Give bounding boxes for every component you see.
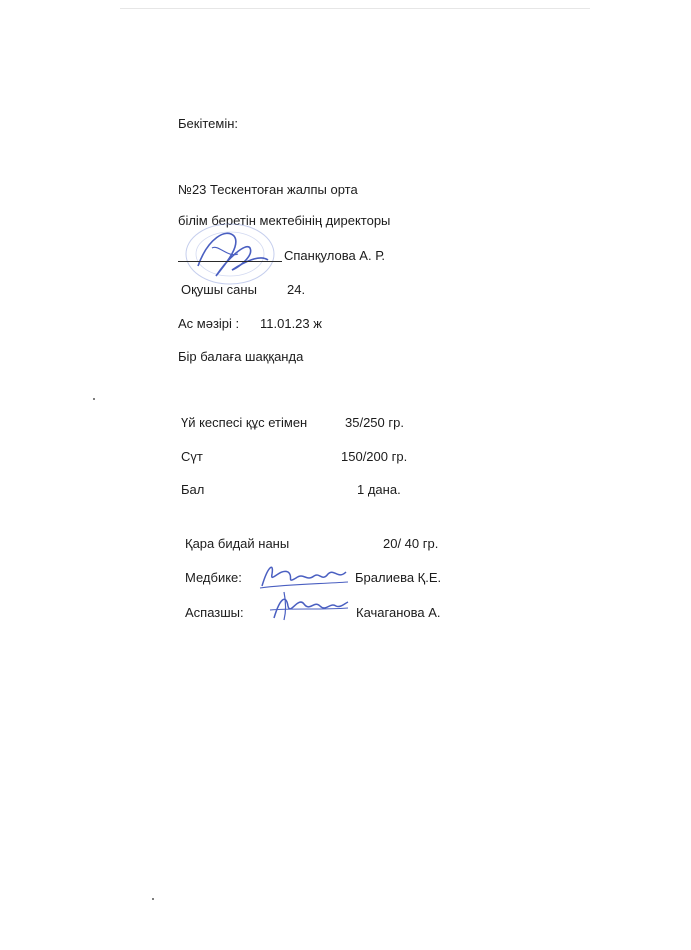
director-signature-line (178, 261, 282, 262)
scan-speck (93, 398, 95, 400)
menu-item-name: Қара бидай наны (185, 536, 290, 551)
cook-signature-icon (268, 588, 350, 624)
director-stamp-icon (168, 218, 298, 288)
menu-date: 11.01.23 ж (260, 316, 322, 331)
menu-item-name: Үй кеспесі құс етімен (181, 415, 308, 430)
scan-speck (152, 898, 154, 900)
per-child-note: Бір балаға шаққанда (178, 349, 304, 364)
menu-item-amount: 150/200 гр. (341, 449, 408, 464)
nurse-label: Медбике: (185, 570, 242, 585)
menu-item-amount: 1 дана. (357, 482, 401, 497)
menu-item-name: Сүт (181, 449, 203, 464)
school-line-2: білім беретін мектебінің директоры (178, 213, 391, 228)
director-name: Спанқулова А. Р. (284, 248, 386, 263)
menu-item-amount: 20/ 40 гр. (383, 536, 439, 551)
approval-heading: Бекітемін: (178, 116, 238, 131)
scan-edge (120, 8, 590, 9)
cook-label: Аспазшы: (185, 605, 244, 620)
school-line-1: №23 Тескентоған жалпы орта (178, 182, 358, 197)
menu-item-amount: 35/250 гр. (345, 415, 404, 430)
nurse-signature-icon (258, 558, 350, 592)
students-label: Оқушы саны (181, 282, 257, 297)
cook-name: Качаганова А. (356, 605, 441, 620)
students-value: 24. (287, 282, 306, 297)
menu-label: Ас мәзірі : (178, 316, 240, 331)
menu-item-name: Бал (181, 482, 205, 497)
nurse-name: Бралиева Қ.Е. (355, 570, 442, 585)
